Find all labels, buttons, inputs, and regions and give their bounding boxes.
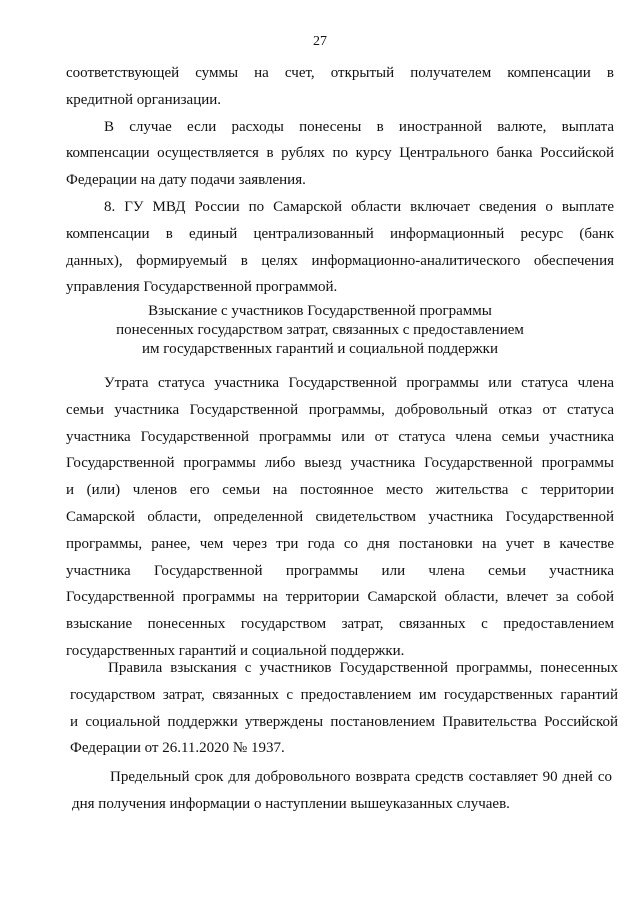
text-line: Правила взыскания с участников Государственной программы, понесенных xyxy=(108,660,618,676)
top-text-block xyxy=(66,60,614,301)
text-line: и (или) членов его семьи на постоянное место жительства с территории xyxy=(66,482,614,499)
page-number: 27 xyxy=(313,34,327,49)
heading-line: им государственных гарантий и социальной поддержки xyxy=(142,341,498,357)
text-line: Самарской области, определенной свидетельством участника Государственной xyxy=(66,508,614,525)
section-heading xyxy=(0,302,640,359)
text-line: участника Государственной программы или от статуса члена семьи участника xyxy=(66,428,614,445)
text-line: государственных гарантий и социальной поддержки. xyxy=(66,642,405,659)
rules-paragraph xyxy=(70,655,618,762)
text-line: семьи участника Государственной программы, добровольный отказ от статуса xyxy=(66,401,614,418)
deadline-paragraph xyxy=(72,764,612,818)
text-line: взыскание понесенных государством затрат, связанных с предоставлением xyxy=(66,616,614,633)
text-line: Государственной программы на территории Самарской области, влечет за собой xyxy=(66,589,614,606)
text-line: участника Государственной программы или члена семьи участника xyxy=(66,562,614,579)
text-line: В случае если расходы понесены в иностранной валюте, выплата xyxy=(104,118,614,135)
text-line: управления Государственной программой. xyxy=(66,279,338,296)
text-line: программы, ранее, чем через три года со дня постановки на учет в качестве xyxy=(66,535,614,552)
text-line: данных), формируемый в целях информационно-аналитического обеспечения xyxy=(66,252,614,269)
text-line: государством затрат, связанных с предоставлением им государственных гарантий xyxy=(70,686,618,703)
text-line: Федерации на дату подачи заявления. xyxy=(66,172,306,189)
text-line: Предельный срок для добровольного возврата средств составляет 90 дней со xyxy=(110,769,612,785)
heading-line: Взыскание с участников Государственной программы xyxy=(148,303,492,319)
text-line: дня получения информации о наступлении вышеуказанных случаев. xyxy=(72,795,510,812)
text-line: Утрата статуса участника Государственной программы или статуса члена xyxy=(104,375,614,391)
text-line: соответствующей суммы на счет, открытый получателем компенсации в xyxy=(66,65,614,81)
text-line: Федерации от 26.11.2020 № 1937. xyxy=(70,740,285,757)
main-paragraph xyxy=(66,370,614,665)
text-line: и социальной поддержки утверждены постановлением Правительства Российской xyxy=(70,713,618,730)
text-line: 8. ГУ МВД России по Самарской области включает сведения о выплате xyxy=(104,198,614,215)
text-line: компенсации осуществляется в рублях по курсу Центрального банка Российской xyxy=(66,145,614,162)
text-line: Государственной программы либо выезд участника Государственной программы xyxy=(66,455,614,472)
heading-line: понесенных государством затрат, связанных с предоставлением xyxy=(116,322,524,338)
text-line: компенсации в единый централизованный информационный ресурс (банк xyxy=(66,225,614,242)
text-line: кредитной организации. xyxy=(66,91,222,108)
